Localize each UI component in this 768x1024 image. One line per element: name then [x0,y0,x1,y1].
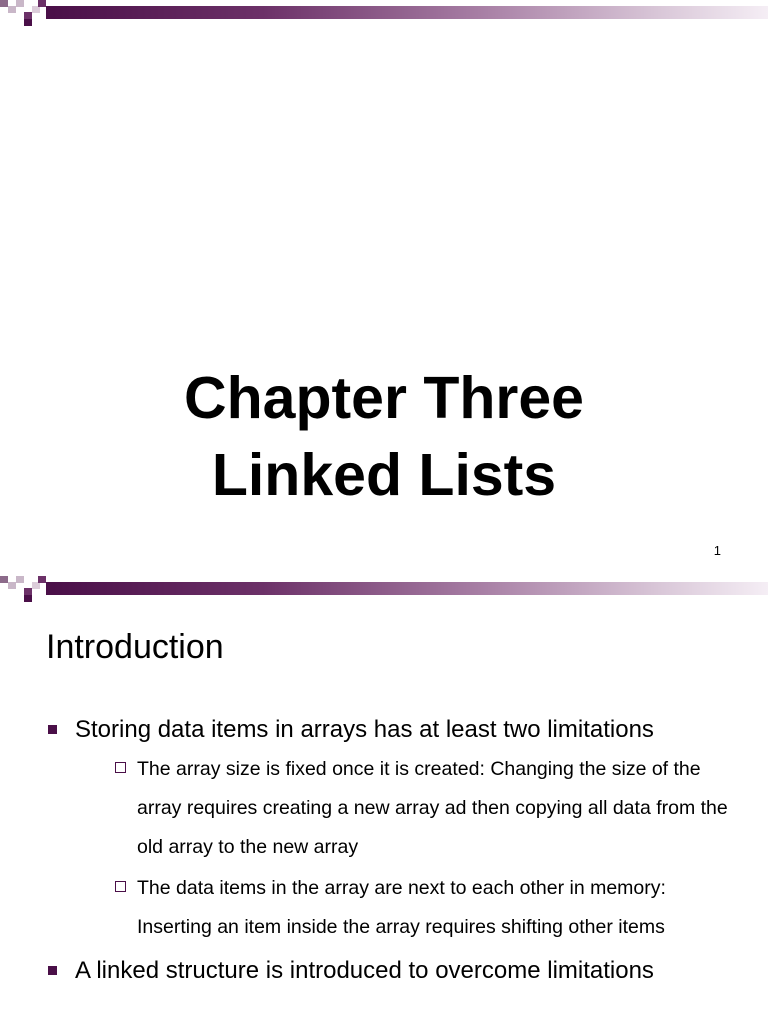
header-square [24,19,32,26]
header-square [38,0,46,7]
slide-heading: Introduction [46,628,224,666]
header-square [32,582,40,589]
square-bullet-icon [48,725,57,734]
sub-bullet-list [75,750,736,947]
bullet-item [46,712,736,947]
page-number: 1 [713,543,721,558]
header-square [32,6,40,13]
header-square [24,595,32,602]
header-square [16,576,24,583]
hollow-square-bullet-icon [115,881,126,892]
header-square [24,12,32,19]
bullet-list [46,712,736,989]
header-square [24,588,32,595]
slide-title-line-1: Chapter Three [184,365,584,431]
sub-bullet-item [108,750,736,867]
bullet-text: A linked structure is introduced to overcome limitations [75,957,654,984]
sub-bullet-text: The array size is fixed once it is created: Changing the size of the array requires creating a new array ad then copying all data from the old array to the new array [137,758,728,858]
header-gradient-bar [46,6,768,19]
sub-bullet-item [108,869,736,947]
sub-bullet-text: The data items in the array are next to each other in memory: Inserting an item inside the array requires shifting other items [137,877,666,938]
bullet-text: Storing data items in arrays has at least two limitations [75,716,654,743]
slide-header-decoration [0,576,768,602]
slide-title-line-2: Linked Lists [211,442,557,508]
slide-header-decoration [0,0,768,26]
bullet-item [46,953,736,989]
header-square [38,576,46,583]
header-square [0,576,8,583]
header-gradient-bar [46,582,768,595]
slide-introduction [0,576,768,1024]
header-square [8,6,16,13]
header-square [0,0,8,7]
hollow-square-bullet-icon [115,762,126,773]
square-bullet-icon [48,966,57,975]
header-square [8,582,16,589]
header-square [16,0,24,7]
